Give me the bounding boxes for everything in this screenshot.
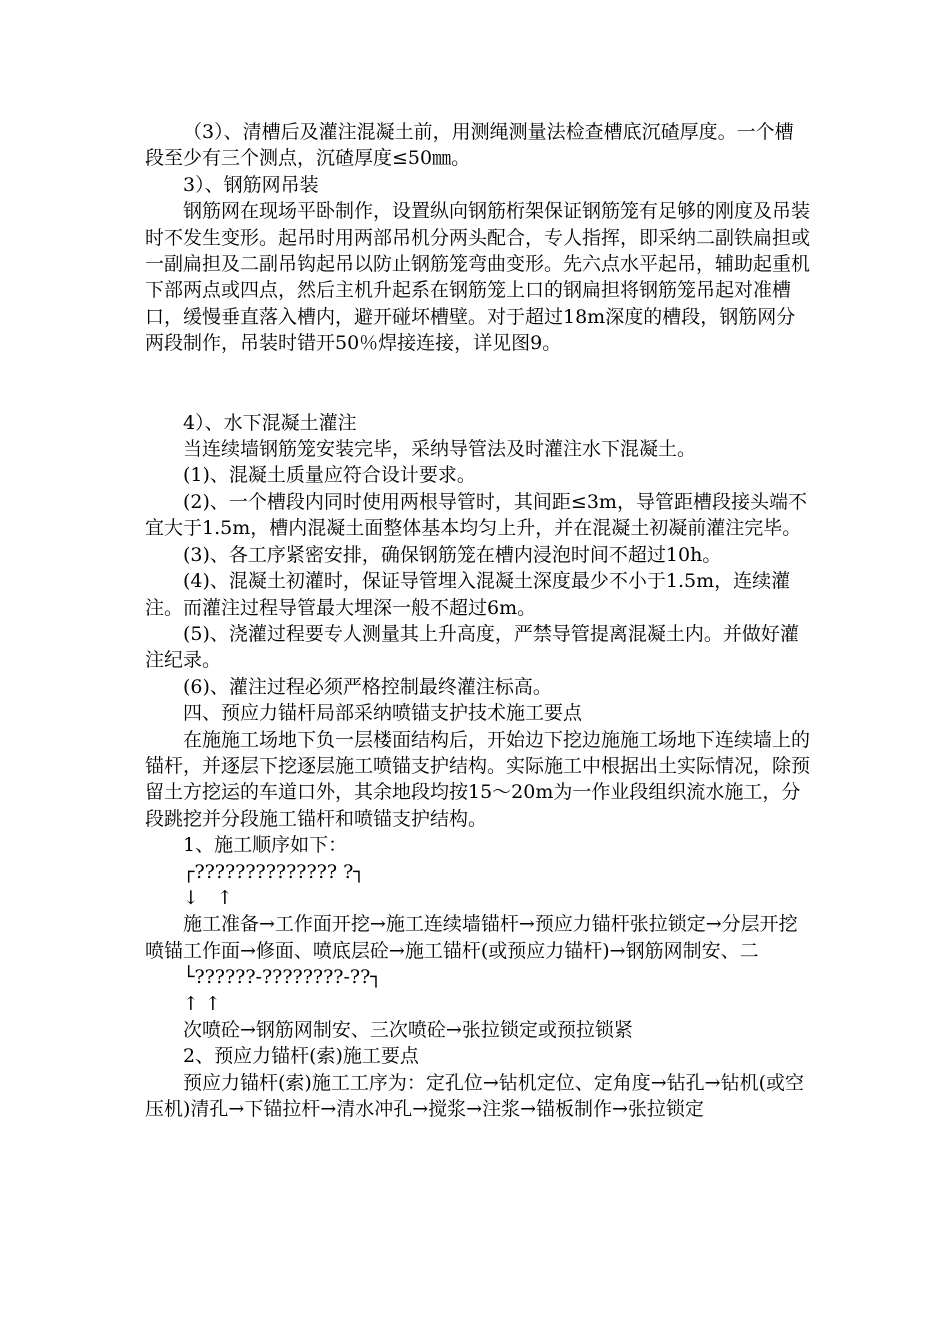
section-heading: 4）、水下混凝土灌注 xyxy=(183,411,357,434)
list-item: (6)、灌注过程必须严格控制最终灌注标高。 xyxy=(183,675,552,698)
blank-space xyxy=(145,357,810,410)
section-heading: 四、预应力锚杆局部采纳喷锚支护技术施工要点 xyxy=(183,702,583,725)
list-item: (5)、浇灌过程要专人测量其上升高度，严禁导管提离混凝土内。并做好灌注纪录。 xyxy=(145,622,799,672)
paragraph: 在施施工场地下负一层楼面结构后，开始边下挖边施施工场地下连续墙上的锚杆，并逐层下挖逐层施工喷锚支护结构。实际施工中根据出土实际情况，除预留土方挖运的车道口外，其余地段均按15～20m为一作业段组织流水施工，分段跳挖并分段施工锚杆和喷锚支护结构。 xyxy=(145,728,811,830)
flow-sequence: 施工准备→工作面开挖→施工连续墙锚杆→预应力锚杆张拉锁定→分层开挖喷锚工作面→修面、喷底层砼→施工锚杆(或预应力锚杆)→钢筋网制安、二 xyxy=(145,913,798,962)
list-item: (4)、混凝土初灌时，保证导管埋入混凝土深度最少不小于1.5m，连续灌注。而灌注过程导管最大埋深一般不超过6m。 xyxy=(145,570,791,619)
flow-bracket-line: └??????-????????-??┐ xyxy=(183,966,382,989)
paragraph: 钢筋网在现场平卧制作，设置纵向钢筋桁架保证钢筋笼有足够的刚度及吊装时不发生变形。起吊时用两部吊机分两头配合，专人指挥，即采纳二副铁扁担或一副扁担及二副吊钩起吊以防止钢筋笼弯曲变形。先六点水平起吊，辅助起重机下部两点或四点，然后主机升起系在钢筋笼上口的钢扁担将钢筋笼吊起对准槽口，缓慢垂直落入槽内，避开碰坏槽壁。对于超过18m深度的槽段，钢筋网分两段制作，吊装时错开50％焊接连接，详见图9。 xyxy=(145,200,811,355)
section-heading: 2、预应力锚杆(索)施工要点 xyxy=(183,1045,419,1068)
list-item: (3)、各工序紧密安排，确保钢筋笼在槽内浸泡时间不超过10h。 xyxy=(183,543,722,566)
paragraph: 预应力锚杆(索)施工工序为：定孔位→钻机定位、定角度→钻孔→钻机(或空压机)清孔→下锚拉杆→清水冲孔→搅浆→注浆→锚板制作→张拉锁定 xyxy=(145,1071,804,1121)
section-heading: 1、施工顺序如下： xyxy=(183,834,348,857)
flow-arrow-line: ↓ ↑ xyxy=(183,886,233,909)
body-text xyxy=(145,119,810,1123)
paragraph: 当连续墙钢筋笼安装完毕，采纳导管法及时灌注水下混凝土。 xyxy=(183,438,697,461)
list-item: (1)、混凝土质量应符合设计要求。 xyxy=(183,464,476,487)
flow-arrow-line: ↑ ↑ xyxy=(183,992,221,1015)
list-item: (2)、一个槽段内同时使用两根导管时，其间距≤3m，导管距槽段接头端不宜大于1.5m，槽内混凝土面整体基本均匀上升，并在混凝土初凝前灌注完毕。 xyxy=(145,490,807,540)
paragraph: （3）、清槽后及灌注混凝土前，用测绳测量法检查槽底沉碴厚度。一个槽段至少有三个测点，沉碴厚度≤50㎜。 xyxy=(145,121,794,170)
flow-bracket-line: ┌?????????????? ?┐ xyxy=(183,860,365,883)
flow-sequence: 次喷砼→钢筋网制安、三次喷砼→张拉锁定或预拉锁紧 xyxy=(183,1019,633,1041)
section-heading: 3）、钢筋网吊装 xyxy=(183,173,319,196)
